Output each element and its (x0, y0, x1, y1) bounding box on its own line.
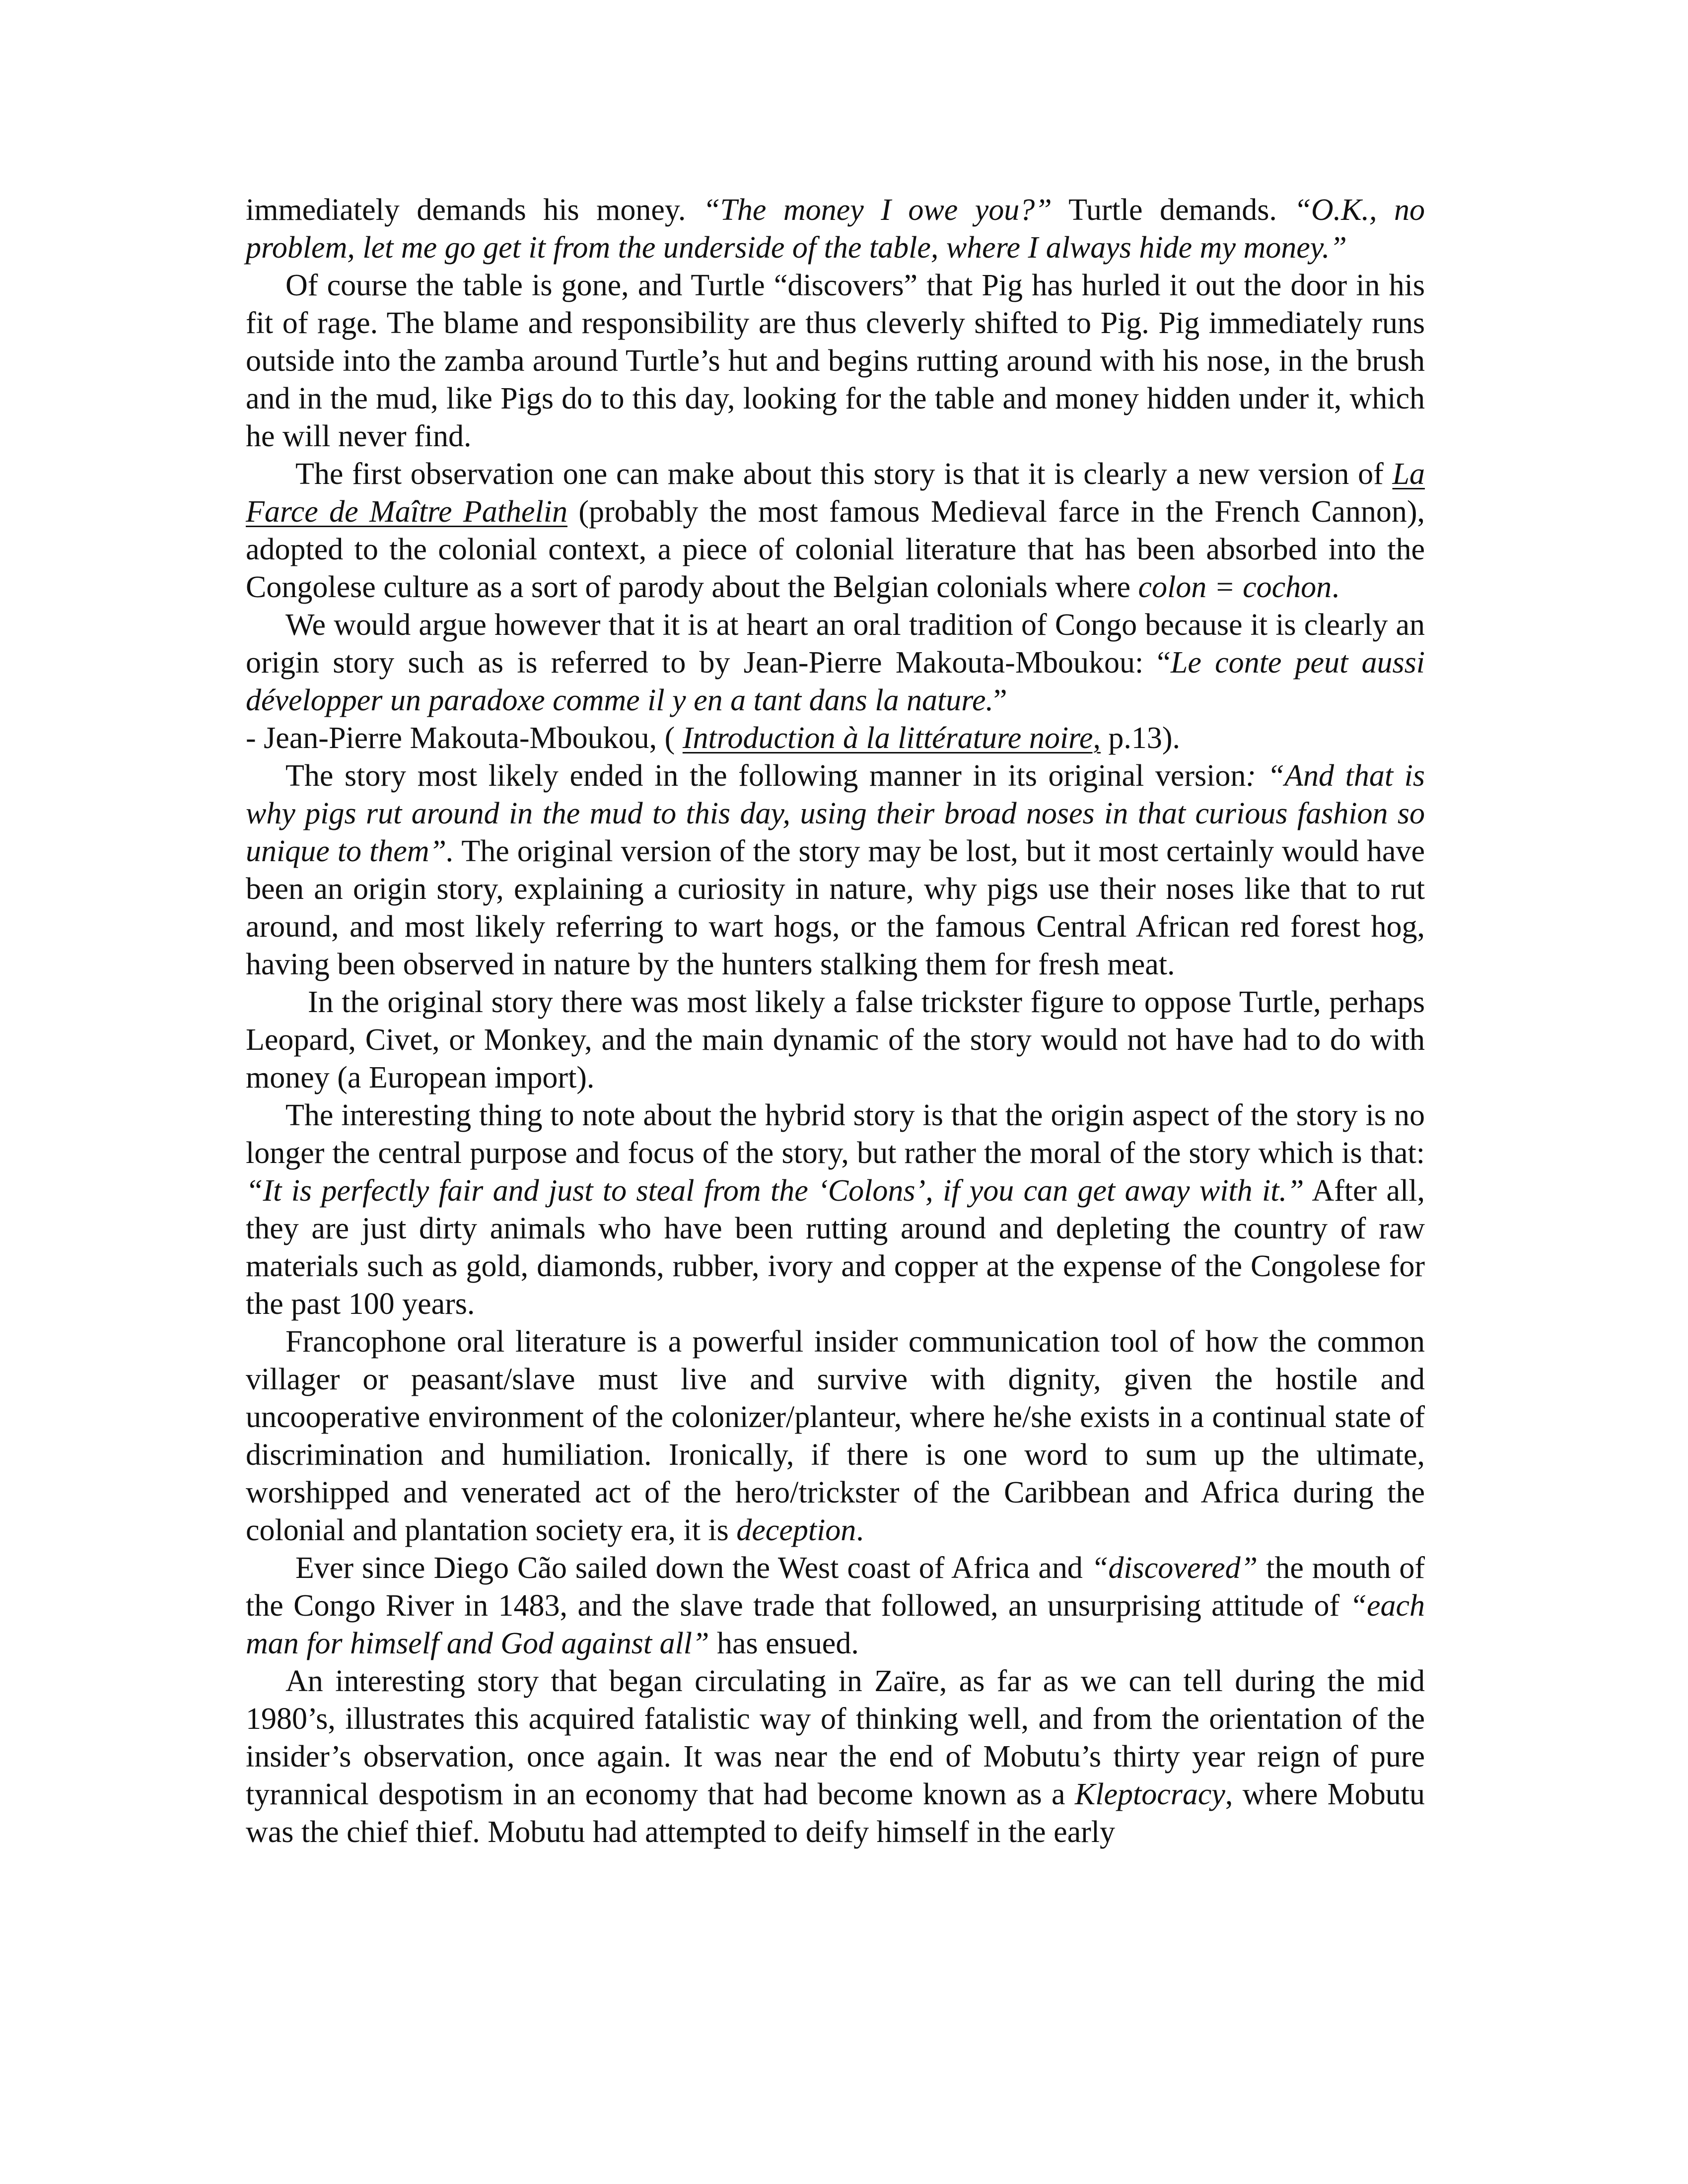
p10-text-2: the mouth of the Congo River in 1483, and the slave trade that followed, an unsurprising attitude of (246, 1551, 1425, 1623)
p2-text: Of course the table is gone, and Turtle “discovers” that Pig has hurled it out the door in his fit of rage. The blame and responsibility are thus cleverly shifted to Pig. Pig immediately runs outside into the zamba around Turtle’s hut and begins rutting around with his nose, in the brush and in the mud, like Pigs do to this day, looking for the table and money hidden under it, which he will never find. (246, 269, 1425, 453)
p3-text-1: The first observation one can make about this story is that it is clearly a new version of (295, 457, 1393, 491)
citation-text-2: p.13). (1100, 721, 1181, 755)
p6-text-1: The story most likely ended in the following manner in its original version (285, 759, 1246, 793)
p6-quote: “And that is why pigs rut around in the mud to this day, using their broad noses in that curious fashion so unique to them”. (246, 759, 1425, 868)
p1-quote-1: “The money I owe you?” (703, 193, 1052, 227)
p7-text: In the original story there was most likely a false trickster figure to oppose Turtle, perhaps Leopard, Civet, or Monkey, and the main dynamic of the story would not have had to do with money (a European import). (246, 985, 1425, 1094)
p6-text-2: The original version of the story may be lost, but it most certainly would have been an origin story, explaining a curiosity in nature, why pigs use their noses like that to rut around, and most likely referring to wart hogs, or the famous Central African red forest hog, having been observed in nature by the hunters stalking them for fresh meat. (246, 834, 1425, 981)
p9-text-2: . (856, 1513, 864, 1547)
paragraph-7 (246, 983, 1425, 1096)
paragraph-1 (246, 191, 1425, 267)
p10-emphasis-2: “each man for himself and God against all” (246, 1589, 1425, 1660)
p11-text-2: , where Mobutu was the chief thief. Mobutu had attempted to deify himself in the early (246, 1777, 1425, 1849)
citation-title: Introduction à la littérature noire, (682, 721, 1101, 755)
p10-emphasis-1: “discovered” (1091, 1551, 1258, 1585)
citation-text-1: - Jean-Pierre Makouta-Mboukou, ( (246, 721, 683, 755)
paragraph-11 (246, 1662, 1425, 1851)
paragraph-8 (246, 1096, 1425, 1323)
paragraph-4 (246, 606, 1425, 719)
p10-text-1: Ever since Diego Cão sailed down the West coast of Africa and (295, 1551, 1091, 1585)
p4-text-1: We would argue however that it is at heart an oral tradition of Congo because it is clearly an origin story such as is referred to by Jean-Pierre Makouta-Mboukou: “ (246, 608, 1425, 680)
p8-text-1: The interesting thing to note about the hybrid story is that the origin aspect of the story is no longer the central purpose and focus of the story, but rather the moral of the story which is that: (246, 1098, 1425, 1170)
document-page (246, 191, 1425, 1851)
citation-line (246, 719, 1425, 757)
p1-text-1: immediately demands his money. (246, 193, 703, 227)
p3-text-2: (probably the most famous Medieval farce in the French Cannon), adopted to the colonial context, a piece of colonial literature that has been absorbed into the Congolese culture as a sort of parody about the Belgian colonials where (246, 495, 1425, 604)
paragraph-2 (246, 267, 1425, 455)
p3-emphasis: colon = cochon (1138, 570, 1332, 604)
p3-text-3: . (1332, 570, 1339, 604)
p9-emphasis: deception (736, 1513, 856, 1547)
p1-quote-2: “O.K., no problem, let me go get it from the underside of the table, where I always hide my money.” (246, 193, 1425, 265)
p10-text-3: has ensued. (709, 1627, 859, 1660)
p9-text-1: Francophone oral literature is a powerful insider communication tool of how the common villager or peasant/slave must live and survive with dignity, given the hostile and uncooperative environment of the colonizer/planteur, where he/she exists in a continual state of discrimination and humiliation. Ironically, if there is one word to sum up the ultimate, worshipped and venerated act of the hero/trickster of the Caribbean and Africa during the colonial and plantation society era, it is (246, 1325, 1425, 1547)
p4-french-quote: Le conte peut aussi développer un paradoxe comme il y en a tant dans la nature. (246, 646, 1425, 717)
p1-text-2: Turtle demands. (1052, 193, 1294, 227)
paragraph-6 (246, 757, 1425, 983)
paragraph-10 (246, 1549, 1425, 1662)
p11-emphasis: Kleptocracy (1074, 1777, 1225, 1811)
paragraph-3 (246, 455, 1425, 606)
p3-title-farce: La Farce de Maître Pathelin (246, 457, 1425, 529)
p11-text-1: An interesting story that began circulating in Zaïre, as far as we can tell during the mid 1980’s, illustrates this acquired fatalistic way of thinking well, and from the orientation of the insider’s observation, once again. It was near the end of Mobutu’s thirty year reign of pure tyrannical despotism in an economy that had become known as a (246, 1664, 1425, 1811)
p6-colon: : (1246, 759, 1257, 793)
p4-text-2: ” (993, 683, 1007, 717)
p8-moral-quote: “It is perfectly fair and just to steal from the ‘Colons’, if you can get away with it.” (246, 1174, 1304, 1208)
paragraph-9 (246, 1323, 1425, 1549)
p8-text-2: After all, they are just dirty animals who have been rutting around and depleting the country of raw materials such as gold, diamonds, rubber, ivory and copper at the expense of the Congolese for the past 100 years. (246, 1174, 1425, 1321)
